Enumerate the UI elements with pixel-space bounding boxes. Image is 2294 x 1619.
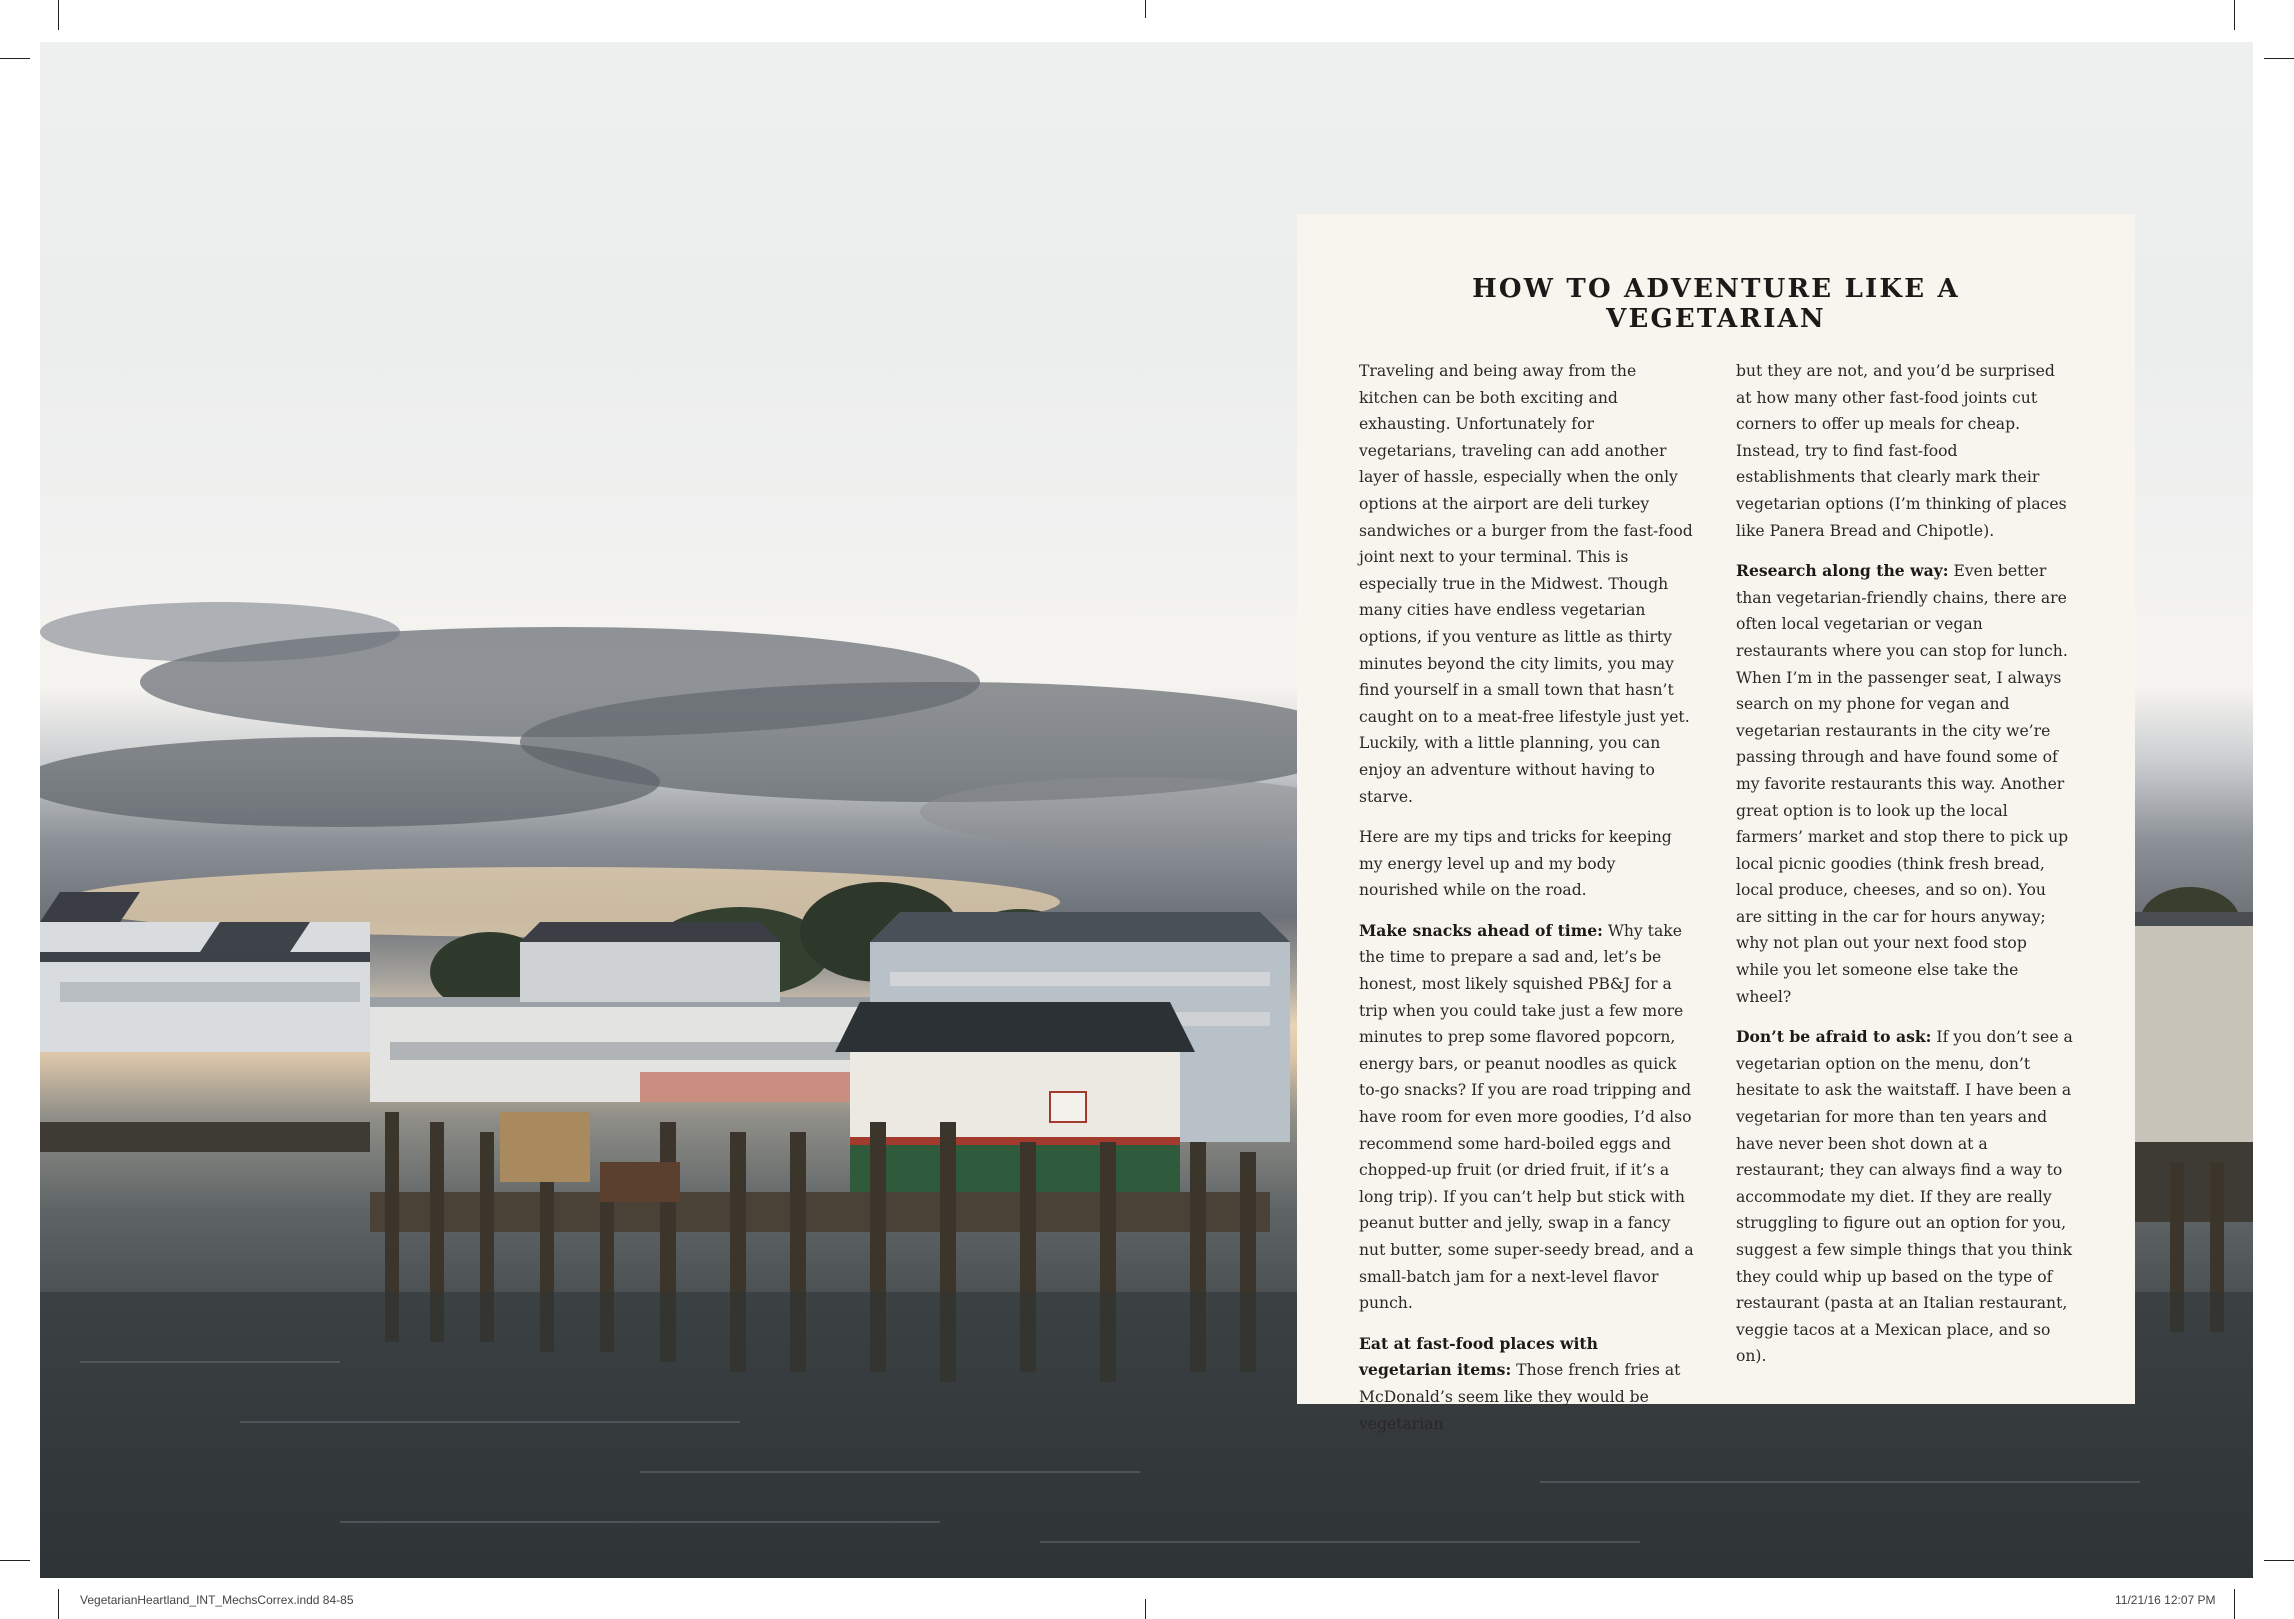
crop-mark xyxy=(2264,58,2294,59)
paragraph: but they are not, and you’d be surprised at how many other fast-food joints cut corners to offer up meals for cheap. Instead, try to find fast-food establishments that clearly mark their vegetarian options (I’m thinking of places like Panera Bread and Chipotle). xyxy=(1736,362,2067,540)
tip-heading: Make snacks ahead of time: xyxy=(1359,920,1603,940)
tip-body: If you don’t see a vegetarian option on the menu, don’t hesitate to ask the waitstaff. I have been a vegetarian for more than ten years and have never been shot down at a restaurant; they can always find a way to accommodate my diet. If they are really struggling to figure out an option for you, suggest a few simple things that you think they could whip up based on the type of restaurant (pasta at an Italian restaurant, veggie tacos at a Mexican place, and so on). xyxy=(1736,1028,2073,1366)
column-left xyxy=(1359,358,1696,1451)
crop-mark xyxy=(1145,0,1146,18)
slug-filename: VegetarianHeartland_INT_MechsCorrex.indd 84-85 xyxy=(80,1593,354,1607)
tip-research xyxy=(1736,558,2073,1010)
tip-snacks xyxy=(1359,918,1696,1317)
crop-mark xyxy=(1145,1599,1146,1619)
column-right xyxy=(1736,358,2073,1451)
sidebar-panel xyxy=(1297,214,2135,1433)
crop-mark xyxy=(58,1589,59,1619)
paragraph: Traveling and being away from the kitchen can be both exciting and exhausting. Unfortunately for vegetarians, traveling can add another layer of hassle, especially when the only options at the airport are deli turkey sandwiches or a burger from the fast-food joint next to your terminal. This is especially true in the Midwest. Though many cities have endless vegetarian options, if you venture as little as thirty minutes beyond the city limits, you may find yourself in a small town that hasn’t caught on to a meat-free lifestyle just yet. Luckily, with a little planning, you can enjoy an adventure without having to starve. xyxy=(1359,362,1693,806)
tip-heading: Don’t be afraid to ask: xyxy=(1736,1027,1932,1047)
tip-fast-food xyxy=(1359,1331,1696,1437)
tip-body: Why take the time to prepare a sad and, let’s be honest, most likely squished PB&J for a trip when you could take just a few more minutes to prep some flavored popcorn, energy bars, or peanut noodles as quick to-go snacks? If you are road tripping and have room for even more goodies, I’d also recommend some hard-boiled eggs and chopped-up fruit (or dried fruit, if it’s a long trip). If you can’t help but stick with peanut butter and jelly, swap in a fancy nut butter, some super-seedy bread, and a small-batch jam for a next-level flavor punch. xyxy=(1359,921,1694,1313)
sidebar-title: HOW TO ADVENTURE LIKE A VEGETARIAN xyxy=(1472,274,1960,334)
tip-heading: Research along the way: xyxy=(1736,561,1949,581)
crop-mark xyxy=(0,58,30,59)
crop-mark xyxy=(58,0,59,30)
tip-body: Even better than vegetarian-friendly chains, there are often local vegetarian or vegan restaurants where you can stop for lunch. When I’m in the passenger seat, I always search on my phone for vegan and vegetarian restaurants in the city we’re passing through and have found some of my favorite restaurants this way. Another great option is to look up the local farmers’ market and stop there to pick up local picnic goodies (think fresh bread, local produce, cheeses, and so on). You are sitting in the car for hours anyway; why not plan out your next food stop while you let someone else take the wheel? xyxy=(1736,562,2069,1006)
tip-ask xyxy=(1736,1024,2073,1370)
slug-date: 11/21/16 12:07 PM xyxy=(2115,1593,2216,1607)
tip-body: Those french fries at McDonald’s seem like they would be vegetarian xyxy=(1359,1361,1681,1433)
tip-heading: Eat at fast-food places with vegetarian items: xyxy=(1359,1333,1598,1380)
paragraph: Here are my tips and tricks for keeping my energy level up and my body nourished while on the road. xyxy=(1359,828,1672,900)
crop-mark xyxy=(2264,1560,2294,1561)
crop-mark xyxy=(2234,1589,2235,1619)
crop-mark xyxy=(0,1560,30,1561)
crop-mark xyxy=(2234,0,2235,30)
